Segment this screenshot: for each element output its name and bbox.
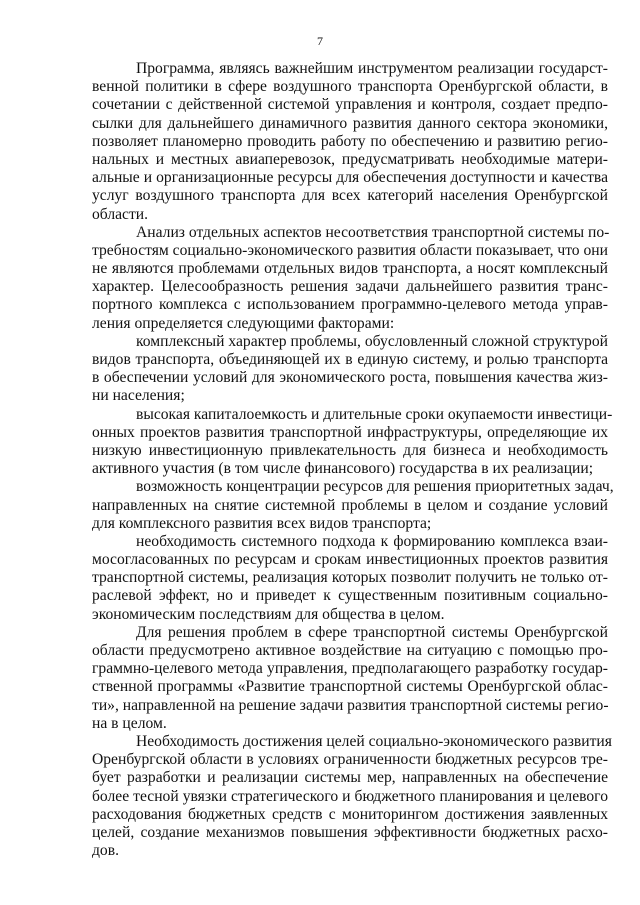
text-line: видов транспорта, объединяющей их в единую систему, и ролью транспорта xyxy=(92,351,608,368)
body-text xyxy=(92,60,614,860)
text-line: услуг воздушного транспорта для всех категорий населения Оренбургской xyxy=(92,187,608,205)
text-line: Необходимость достижения целей социально-экономического развития xyxy=(136,732,612,750)
text-line: Оренбургской области в условиях ограниченности бюджетных ресурсов тре- xyxy=(92,751,608,769)
text-line: для комплексного развития всех видов транспорта; xyxy=(92,514,432,532)
text-line: экономическим последствиям для общества в целом. xyxy=(92,605,445,623)
text-line: характер. Целесообразность решения задачи дальнейшего развития транс- xyxy=(92,278,608,296)
text-line: ни населения; xyxy=(92,387,185,405)
text-line: портного комплекса с использованием программно-целевого метода управ- xyxy=(92,296,608,314)
text-line: дов. xyxy=(92,842,119,860)
text-line: направленных на снятие системной проблемы в целом и создание условий xyxy=(92,496,608,514)
text-line: на в целом. xyxy=(92,714,167,732)
text-line: более тесной увязки стратегического и бюджетного планирования и целевого xyxy=(92,787,608,805)
paragraph xyxy=(92,224,608,333)
text-line: активного участия (в том числе финансового) государства в их реализации; xyxy=(92,460,594,478)
text-line: мосогласованных по ресурсам и срокам инвестиционных проектов развития xyxy=(92,551,608,569)
text-line: бует разработки и реализации системы мер, направленных на обеспечение xyxy=(92,769,608,787)
text-line: требностям социально-экономического развития области показывает, что они xyxy=(92,241,608,259)
paragraph xyxy=(92,405,613,479)
text-line: Анализ отдельных аспектов несоответствия транспортной системы по- xyxy=(136,223,610,241)
text-line: ления определяется следующими факторами: xyxy=(92,314,395,332)
text-line: Программа, являясь важнейшим инструментом реализации государст- xyxy=(136,60,608,77)
text-line: раслевой эффект, но и приведет к существенным позитивным социально- xyxy=(92,587,608,605)
text-line: сочетании с действенной системой управления и контроля, создает предпо- xyxy=(92,96,608,114)
text-line: области предусмотрено активное воздействие на ситуацию с помощью про- xyxy=(92,642,608,659)
text-line: низкую инвестиционную привлекательность для бизнеса и необходимость xyxy=(92,441,608,459)
paragraph xyxy=(92,478,614,533)
text-line: альные и организационные ресурсы для обеспечения доступности и качества xyxy=(92,169,608,187)
text-line: Для решения проблем в сфере транспортной системы Оренбургской xyxy=(136,623,608,641)
paragraph xyxy=(92,333,608,406)
text-line: целей, создание механизмов повышения эффективности бюджетных расхо- xyxy=(92,823,608,841)
text-line: области. xyxy=(92,205,149,223)
text-line: ственной программы «Развитие транспортной системы Оренбургской облас- xyxy=(92,678,608,696)
text-line: сылки для дальнейшего динамичного развития данного сектора экономики, xyxy=(92,114,608,132)
text-line: ти», направленной на решение задачи развития транспортной системы регио- xyxy=(92,696,609,714)
text-line: венной политики в сфере воздушного транспорта Оренбургской области, в xyxy=(92,78,608,96)
text-line: комплексный характер проблемы, обусловленный сложной структурой xyxy=(136,332,608,350)
paragraph xyxy=(92,732,612,860)
page-number: 7 xyxy=(317,34,323,48)
text-line: онных проектов развития транспортной инфраструктуры, определяющие их xyxy=(92,423,608,441)
text-line: позволяет планомерно проводить работу по обеспечению и развитию регио- xyxy=(92,132,608,150)
text-line: нальных и местных авиаперевозок, предусматривать необходимые матери- xyxy=(92,150,608,168)
text-line: в обеспечении условий для экономического роста, повышения качества жиз- xyxy=(92,369,608,387)
paragraph xyxy=(92,60,608,224)
text-line: не являются проблемами отдельных видов транспорта, а носят комплексный xyxy=(92,260,608,278)
text-line: расходования бюджетных средств с мониторингом достижения заявленных xyxy=(92,805,608,823)
paragraph xyxy=(92,624,608,733)
text-line: транспортной системы, реализация которых позволит получить не только от- xyxy=(92,569,608,587)
paragraph xyxy=(92,533,608,624)
text-line: необходимость системного подхода к формированию комплекса взаи- xyxy=(136,532,608,550)
text-line: высокая капиталоемкость и длительные сроки окупаемости инвестици- xyxy=(136,405,613,423)
text-line: возможность концентрации ресурсов для решения приоритетных задач, xyxy=(136,478,614,496)
text-line: граммно-целевого метода управления, предполагающего разработку государ- xyxy=(92,660,608,678)
